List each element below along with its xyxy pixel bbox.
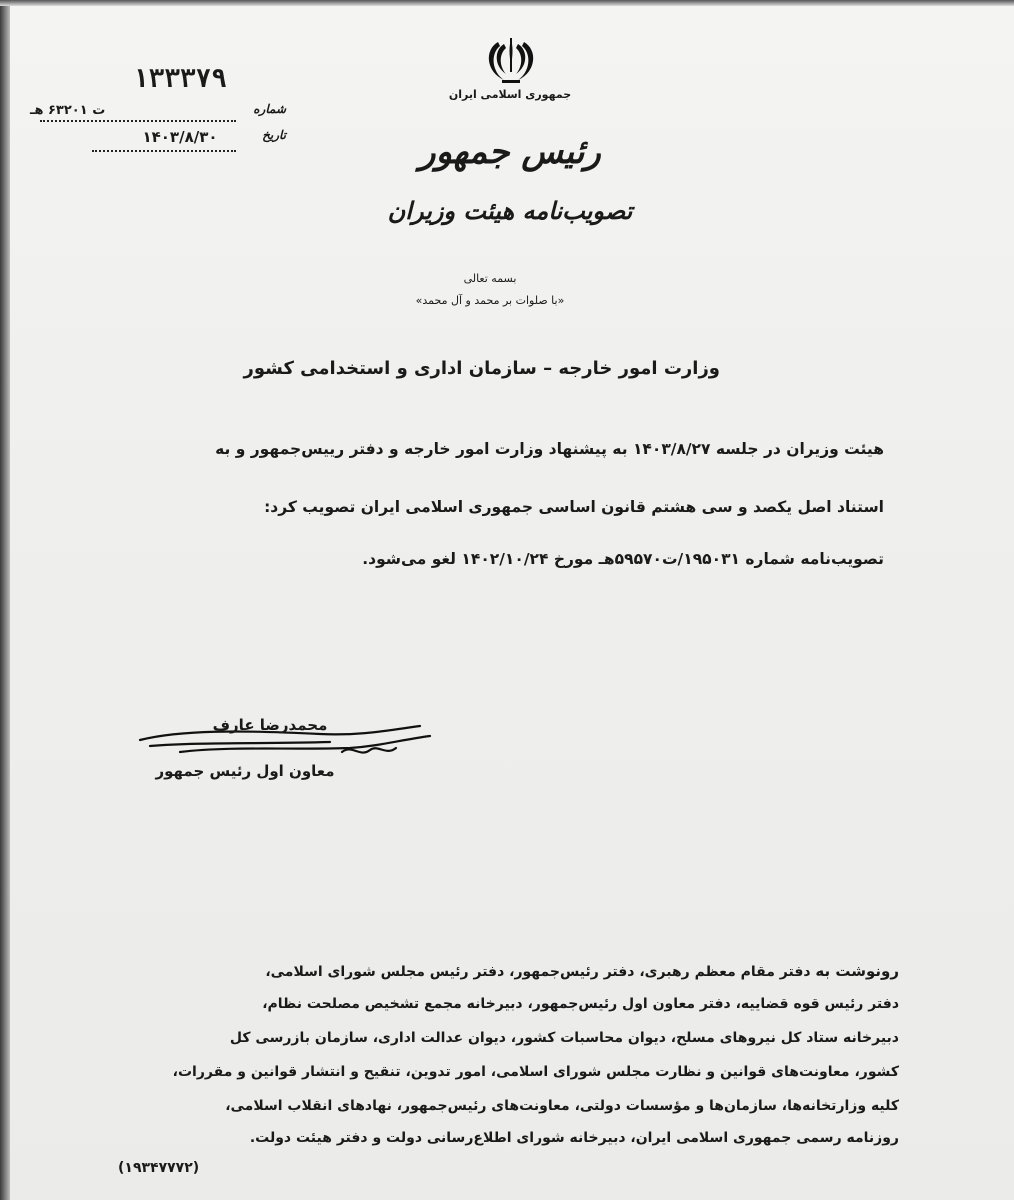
reference-number: ۱۳۳۳۷۹ [133,64,227,94]
signatory-name: محمدرضا عارف [212,716,328,734]
president-heading: رئیس جمهور [419,132,601,172]
copies-line-6: روزنامه رسمی جمهوری اسلامی ایران، دبیرخانه شورای اطلاع‌رسانی دولت و دفتر هیئت دولت. [249,1130,899,1146]
copies-line-3: دبیرخانه ستاد کل نیروهای مسلح، دیوان محاسبات کشور، دیوان عدالت اداری، سازمان بازرسی کل [229,1030,899,1046]
date-label: تاریخ [262,128,286,142]
date-dotted-line [92,150,236,152]
number-label: شماره [253,102,286,116]
cabinet-resolution-heading: تصویب‌نامه هیئت وزیران [387,196,633,225]
body-paragraph-3: تصویب‌نامه شماره ۱۹۵۰۳۱/ت۵۹۵۷۰هـ مورخ ۱۴۰۲/۱۰/۲۴ لغو می‌شود. [362,550,884,568]
signatory-title: معاون اول رئیس جمهور [155,762,335,780]
tracking-code: (۱۹۳۴۷۷۷۲) [118,1160,200,1176]
copies-text: دفتر مقام معظم رهبری، دفتر رئیس‌جمهور، دفتر رئیس مجلس شورای اسلامی، [265,964,811,980]
copies-line-1 [79,962,899,980]
page-edge-shadow [0,0,10,1200]
page-top-edge [0,0,1014,6]
iran-emblem-icon [482,36,540,88]
addressee-line: وزارت امور خارجه – سازمان اداری و استخدامی کشور [243,358,720,379]
copies-line-2: دفتر رئیس قوه قضاییه، دفتر معاون اول رئیس‌جمهور، دبیرخانه مجمع تشخیص مصلحت نظام، [262,996,899,1012]
republic-label: جمهوری اسلامی ایران [448,88,572,101]
reference-code: ت ۶۳۲۰۱ هـ [30,103,106,118]
body-paragraph-1: هیئت وزیران در جلسه ۱۴۰۳/۸/۲۷ به پیشنهاد وزارت امور خارجه و دفتر رییس‌جمهور و به [215,440,884,458]
salawat-text: «با صلوات بر محمد و آل محمد» [415,294,565,307]
bismillah-text: بسمه تعالی [463,272,517,285]
copies-line-4: کشور، معاونت‌های قوانین و نظارت مجلس شورای اسلامی، امور تدوین، تنقیح و انتشار قوانین و مقررات، [172,1064,899,1080]
reference-date: ۱۴۰۳/۸/۳۰ [142,128,218,146]
number-dotted-line [40,120,236,122]
body-paragraph-2: استناد اصل یکصد و سی هشتم قانون اساسی جمهوری اسلامی ایران تصویب کرد: [264,498,884,516]
copies-label: رونوشت به [815,962,899,980]
copies-line-5: کلیه وزارتخانه‌ها، سازمان‌ها و مؤسسات دولتی، معاونت‌های رئیس‌جمهور، نهادهای انقلاب اسلامی، [225,1098,899,1114]
